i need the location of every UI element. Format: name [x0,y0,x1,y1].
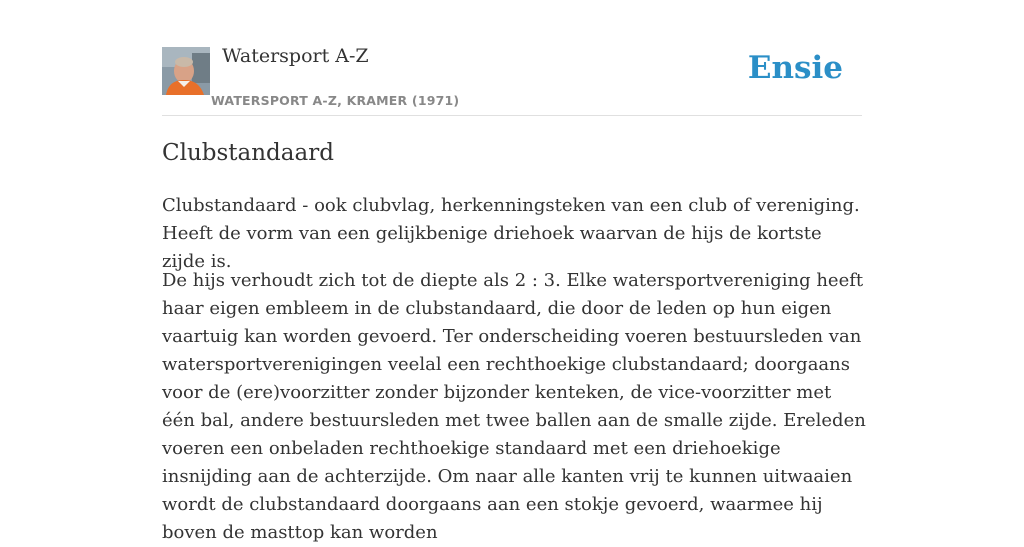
page-container [162,0,866,543]
source-label[interactable]: WATERSPORT A-Z, KRAMER (1971) [211,93,460,108]
brand-logo[interactable]: Ensie [747,50,843,86]
article-paragraph-2: De hijs verhoudt zich tot de diepte als 2 : 3. Elke watersportvereniging heeft haar eigen embleem in de clubstandaard, die door de leden op hun eigen vaartuig kan worden gevoerd. Ter onderscheiding voeren bestuursleden van watersportverenigingen veelal een rechthoekige clubstandaard; doorgaans voor de (ere)voorzitter zonder bijzonder kenteken, de vice-voorzitter met één bal, andere bestuursleden met twee ballen aan de smalle zijde. Ereleden voeren een onbeladen rechthoekige standaard met een driehoekige insnijding aan de achterzijde. Om naar alle kanten vrij te kunnen uitwaaien wordt de clubstandaard doorgaans aan een stokje gevoerd, waarmee hij boven de masttop kan worden [162,270,866,543]
avatar[interactable] [162,47,210,95]
article-paragraph-1: Clubstandaard - ook clubvlag, herkenningsteken van een club of vereniging. Heeft de vorm van een gelijkbenige driehoek waarvan de hijs de kortste zijde is. [162,195,860,272]
site-title[interactable]: Watersport A-Z [222,45,369,67]
header [162,0,862,116]
avatar-photo-icon [162,47,210,95]
article-title: Clubstandaard [162,140,334,166]
